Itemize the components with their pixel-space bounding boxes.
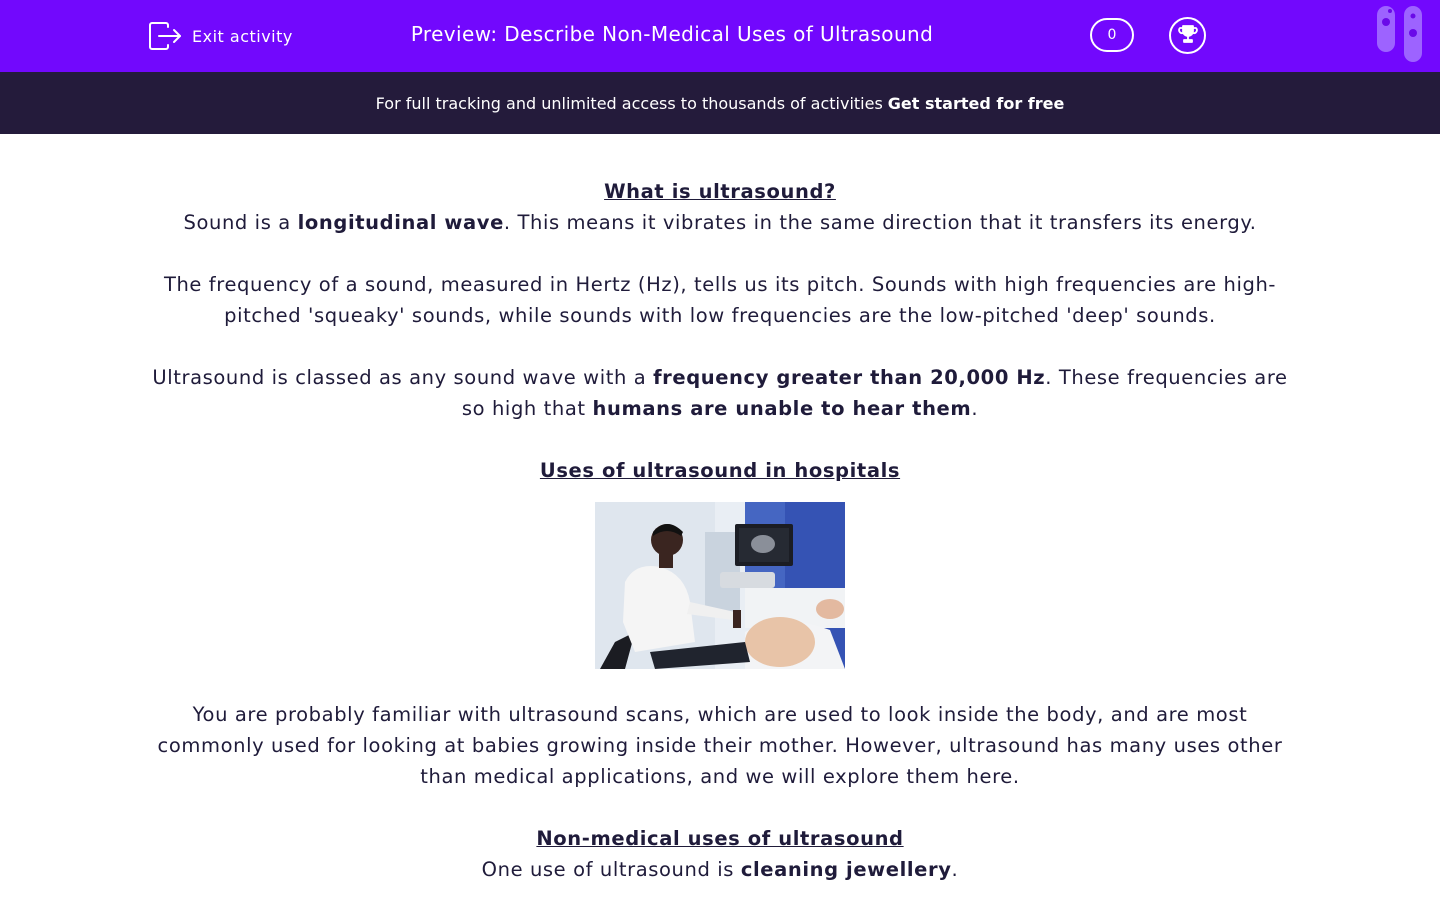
text-segment: .: [971, 397, 979, 420]
banner-text: For full tracking and unlimited access to thousands of activities: [375, 93, 883, 113]
heading-hospital-uses: Uses of ultrasound in hospitals: [539, 459, 901, 482]
paragraph-cleaning-jewellery: [140, 854, 1300, 885]
brand-logo: [1374, 4, 1424, 68]
page-title: Preview: Describe Non-Medical Uses of Ultrasound: [410, 22, 934, 46]
text-segment: . These frequencies are so high that: [461, 366, 1288, 420]
score-badge: [1090, 18, 1134, 52]
ultrasound-scan-photo: [595, 502, 845, 669]
bold-term: frequency greater than 20,000 Hz: [653, 366, 1046, 389]
trophy-icon: [1177, 23, 1199, 49]
paragraph-scans: You are probably familiar with ultrasound scans, which are used to look inside the body, and are most commonly used for looking at babies growing inside their mother. However, ultrasound has many uses other than medical applications, and we will explore them here.: [157, 703, 1283, 788]
text-segment: .: [951, 858, 959, 881]
bold-term: cleaning jewellery: [740, 858, 952, 881]
heading-what-is-ultrasound: What is ultrasound?: [604, 180, 836, 203]
text-segment: . This means it vibrates in the same direction that it transfers its energy.: [503, 211, 1257, 234]
bold-term: longitudinal wave: [297, 211, 504, 234]
text-segment: One use of ultrasound is: [481, 858, 741, 881]
get-started-link[interactable]: Get started for free: [887, 93, 1065, 113]
text-segment: Ultrasound is classed as any sound wave with a: [152, 366, 654, 389]
exit-label: Exit activity: [192, 26, 293, 46]
signup-banner: [0, 72, 1440, 134]
heading-non-medical-uses: Non-medical uses of ultrasound: [536, 827, 904, 850]
lesson-content: [140, 176, 1300, 885]
score-value: 0: [1107, 27, 1117, 43]
trophy-button[interactable]: [1169, 17, 1206, 54]
paragraph-frequency: The frequency of a sound, measured in Hertz (Hz), tells us its pitch. Sounds with high frequencies are high-pitched 'squeaky' sounds, while sounds with low frequencies are the low-pitched 'deep' sounds.: [163, 273, 1277, 327]
exit-icon: [148, 21, 182, 51]
paragraph-longitudinal: [140, 207, 1300, 238]
exit-activity-button[interactable]: [148, 20, 293, 52]
top-bar: [0, 0, 1440, 72]
text-segment: Sound is a: [183, 211, 298, 234]
bold-term: humans are unable to hear them: [592, 397, 972, 420]
paragraph-ultrasound-definition: [140, 362, 1300, 424]
